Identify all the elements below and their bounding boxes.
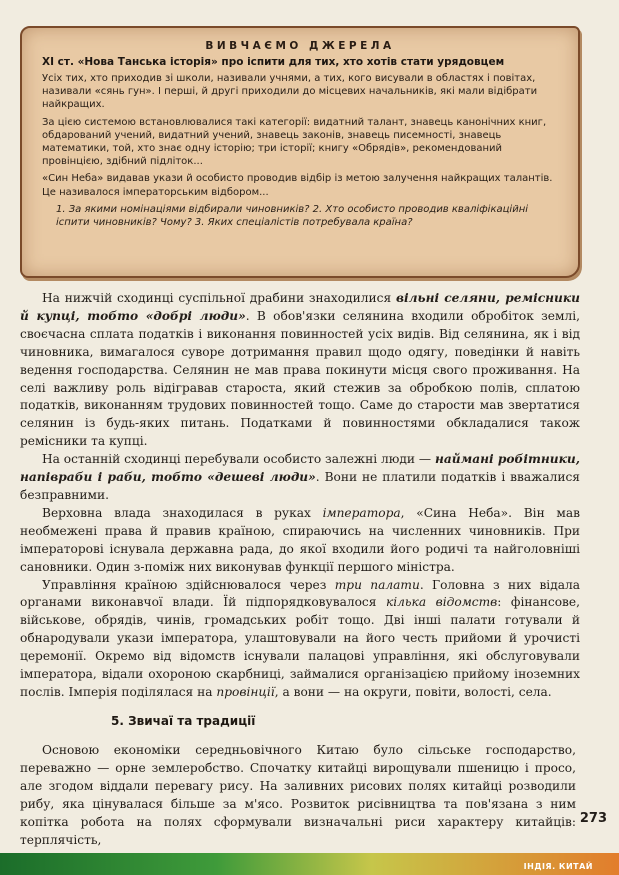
paragraph-dependent-people	[20, 451, 580, 505]
emphasis: кілька відомств	[385, 595, 498, 610]
source-scroll-box	[20, 26, 580, 278]
source-paragraph: За цією системою встановлювалися такі категорії: видатний талант, знавець канонічних книг, обдарований учений, видатний учений, знавець законів, знавець писемності, знавець математики, той, хто знає одну історію; три історії; книгу «Обрядів», рекомендований провінцією, здібний підліток...	[42, 116, 547, 168]
section-heading: 5. Звичаї та традиції	[111, 714, 256, 728]
emphasis: імператора	[322, 505, 401, 520]
footer-strip	[0, 853, 619, 875]
source-paragraph: «Син Неба» видавав укази й особисто проводив відбір із метою залучення найкращих талантів. Це називалося імператорським відбором...	[42, 173, 553, 198]
text-run: На нижчій сходинці суспільної драбини знаходилися	[42, 291, 396, 305]
text-run: . Вони не платили податків і вважалися безправними.	[20, 470, 580, 502]
footer-label: ІНДІЯ. КИТАЙ	[523, 862, 593, 871]
page-number: 273	[579, 811, 607, 826]
text-run: , «Сина Неба». Він мав необмежені права й правив країною, спираючись на численних чиновників. При імператорові існувала державна рада, до якої входили його родичі та найголовніші сановники. Один з-поміж них виконував функції першого міністра.	[20, 505, 580, 574]
source-heading: ВИВЧАЄМО ДЖЕРЕЛА	[205, 40, 395, 52]
paragraph-peasants	[20, 290, 580, 451]
emphasis: провінції	[216, 684, 275, 699]
source-questions: 1. За якими номінаціями відбирали чиновників? 2. Хто особисто проводив кваліфікаційні іспити чиновників? Чому? 3. Яких спеціалістів потребувала країна?	[56, 203, 529, 229]
text-run: . В обов'язки селянина входили обробіток землі, своєчасна сплата податків і виконання повинностей усіх видів. Від селянина, як і від чиновника, вимагалося суворе дотримання правил щодо одягу, поведінки й навіть ведення господарства. Селянин не мав права покинути місця свого проживання. На селі важливу роль відігравав староста, який стежив за обробкою полів, сплатою податків, виконанням трудових повинностей тощо. Саме до старости мав звертатися селянин із будь-яких питань. Податками й повинностями обкладалися також ремісники та купці.	[20, 308, 580, 449]
source-content	[42, 40, 558, 229]
paragraph-emperor	[20, 505, 580, 577]
source-paragraph: Усіх тих, хто приходив зі школи, називали учнями, а тих, кого висували в областях і повітах, називали «сянь гун». І перші, й другі приходили до місцевих начальників, які мали відібрати найкращих.	[42, 73, 538, 111]
source-subtitle: XI ст. «Нова Танська історія» про іспити для тих, хто хотів стати урядовцем	[42, 56, 505, 68]
text-run: . Головна з них відала органами виконавчої влади. Їй підпорядковувалося	[20, 577, 580, 610]
text-run: Управління країною здійснювалося через	[42, 577, 335, 592]
emphasis: вільні селяни, ремісники й купці, тобто «добрі люди»	[20, 291, 580, 323]
main-text-continued	[20, 742, 576, 849]
emphasis: три палати	[334, 577, 420, 592]
text-run: : фінансове, військове, обрядів, чинів, громадських робіт тощо. Дві інші палати готували й обнародували укази імператора, улаштовували на його честь прийоми й урочисті церемонії. Окремо від відомств існували палацові управління, які обслуговували імператора, відали охороною скарбниці, займалися організацією прийому іноземних послів. Імперія поділялася на	[20, 595, 580, 699]
paragraph-chambers	[20, 577, 580, 702]
main-text	[20, 290, 580, 702]
emphasis: наймані робітники, напівраби і раби, тобто «дешеві люди»	[20, 452, 580, 485]
text-run: , а вони — на округи, повіти, волості, села.	[274, 684, 552, 699]
text-run: Верховна влада знаходилася в руках	[42, 505, 323, 520]
text-run: На останній сходинці перебували особисто залежні люди —	[42, 452, 435, 467]
paragraph-economy: Основою економіки середньовічного Китаю було сільське господарство, переважно — орне землеробство. Спочатку китайці вирощували пшеницю і просо, але згодом віддали перевагу рису. На заливних рисових полях китайці розводили рибу, яка цінувалася більше за м'ясо. Розвиток рисівництва та пов'язана з ним копітка робота на полях сформували визначальні риси характеру китайців: терплячість,	[20, 743, 576, 847]
